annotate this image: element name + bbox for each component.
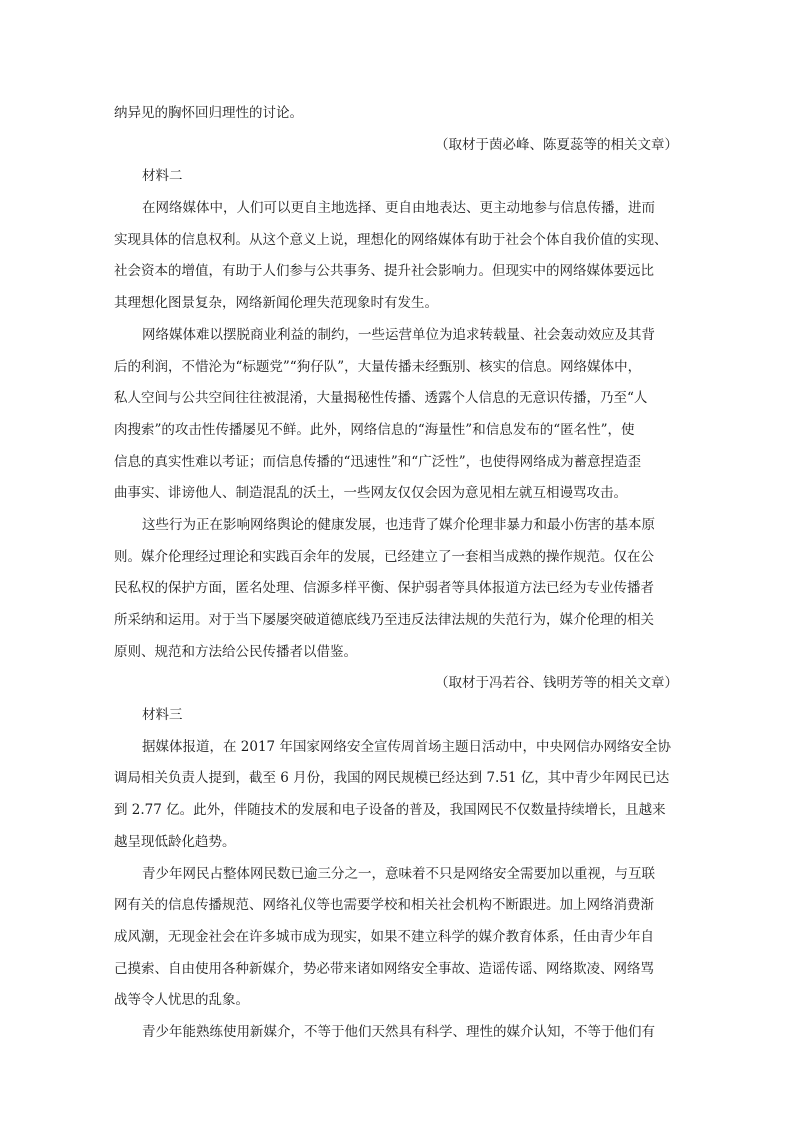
text-line: 民私权的保护方面，匿名处理、信源多样平衡、保护弱者等具体报道方法已经为专业传播者 [114, 580, 654, 597]
text-line: 原则、规范和方法给公民传播者以借鉴。 [114, 643, 357, 660]
text-line: 后的利润，不惜沦为“标题党”“狗仔队”，大量传播未经甄别、核实的信息。网络媒体中， [114, 358, 642, 375]
text-line: 其理想化图景复杂，网络新闻伦理失范现象时有发生。 [114, 295, 438, 312]
text-line: 社会资本的增值，有助于人们参与公共事务、提升社会影响力。但现实中的网络媒体要远比 [114, 263, 654, 280]
text-line: 据媒体报道，在 2017 年国家网络安全宣传周首场主题日活动中，中央网信办网络安全协 [142, 738, 671, 755]
text-line: 网有关的信息传播规范、网络礼仪等也需要学校和相关社会机构不断跟进。加上网络消费渐 [114, 897, 654, 914]
text-line: 信息的真实性难以考证；而信息传播的“迅速性”和“广泛性”，也使得网络成为蓄意捏造歪 [114, 453, 642, 470]
text-line: 这些行为正在影响网络舆论的健康发展，也违背了媒介伦理非暴力和最小伤害的基本原 [142, 516, 655, 533]
document-body [114, 98, 678, 1049]
text-line: 肉搜索”的攻击性传播屡见不鲜。此外，网络信息的“海量性”和信息发布的“匿名性”，使 [114, 421, 635, 438]
text-line: 纳异见的胸怀回归理性的讨论。 [114, 105, 303, 121]
text-line: 网络媒体难以摆脱商业利益的制约，一些运营单位为追求转载量、社会轰动效应及其背 [142, 326, 655, 343]
text-line: 私人空间与公共空间往往被混淆，大量揭秘性传播、透露个人信息的无意识传播，乃至“人 [114, 390, 648, 407]
text-line: 己摸索、自由使用各种新媒介，势必带来诸如网络安全事故、造谣传谣、网络欺凌、网络骂 [114, 960, 654, 977]
source-citation: （取材于冯若谷、钱明芳等的相关文章） [435, 675, 678, 692]
text-line: 成风潮，无现金社会在许多城市成为现实，如果不建立科学的媒介教育体系，任由青少年自 [114, 928, 654, 945]
text-line: 曲事实、诽谤他人、制造混乱的沃土，一些网友仅仅会因为意见相左就互相谩骂攻击。 [114, 485, 627, 502]
text-line: 所采纳和运用。对于当下屡屡突破道德底线乃至违反法律法规的失范行为，媒介伦理的相关 [114, 612, 654, 628]
text-line: 实现具体的信息权利。从这个意义上说，理想化的网络媒体有助于社会个体自我价值的实现、 [114, 231, 668, 248]
text-line: 在网络媒体中，人们可以更自主地选择、更自由地表达、更主动地参与信息传播，进而 [142, 200, 655, 217]
text-line: 战等令人忧思的乱象。 [114, 992, 249, 1009]
text-line: 越呈现低龄化趋势。 [114, 833, 236, 850]
source-citation: （取材于茵必峰、陈夏蕊等的相关文章） [435, 136, 678, 153]
text-line: 则。媒介伦理经过理论和实践百余年的发展，已经建立了一套相当成熟的操作规范。仅在公 [114, 548, 654, 565]
text-line: 材料二 [142, 168, 183, 185]
text-line: 青少年网民占整体网民数已逾三分之一，意味着不只是网络安全需要加以重视，与互联 [142, 865, 655, 882]
text-line: 青少年能熟练使用新媒介，不等于他们天然具有科学、理性的媒介认知，不等于他们有 [142, 1023, 655, 1040]
text-line: 材料三 [142, 707, 183, 724]
text-line: 到 2.77 亿。此外，伴随技术的发展和电子设备的普及，我国网民不仅数量持续增长，且越来 [114, 802, 666, 819]
text-line: 调局相关负责人提到，截至 6 月份，我国的网民规模已经达到 7.51 亿，其中青少年网民已达 [114, 770, 670, 787]
